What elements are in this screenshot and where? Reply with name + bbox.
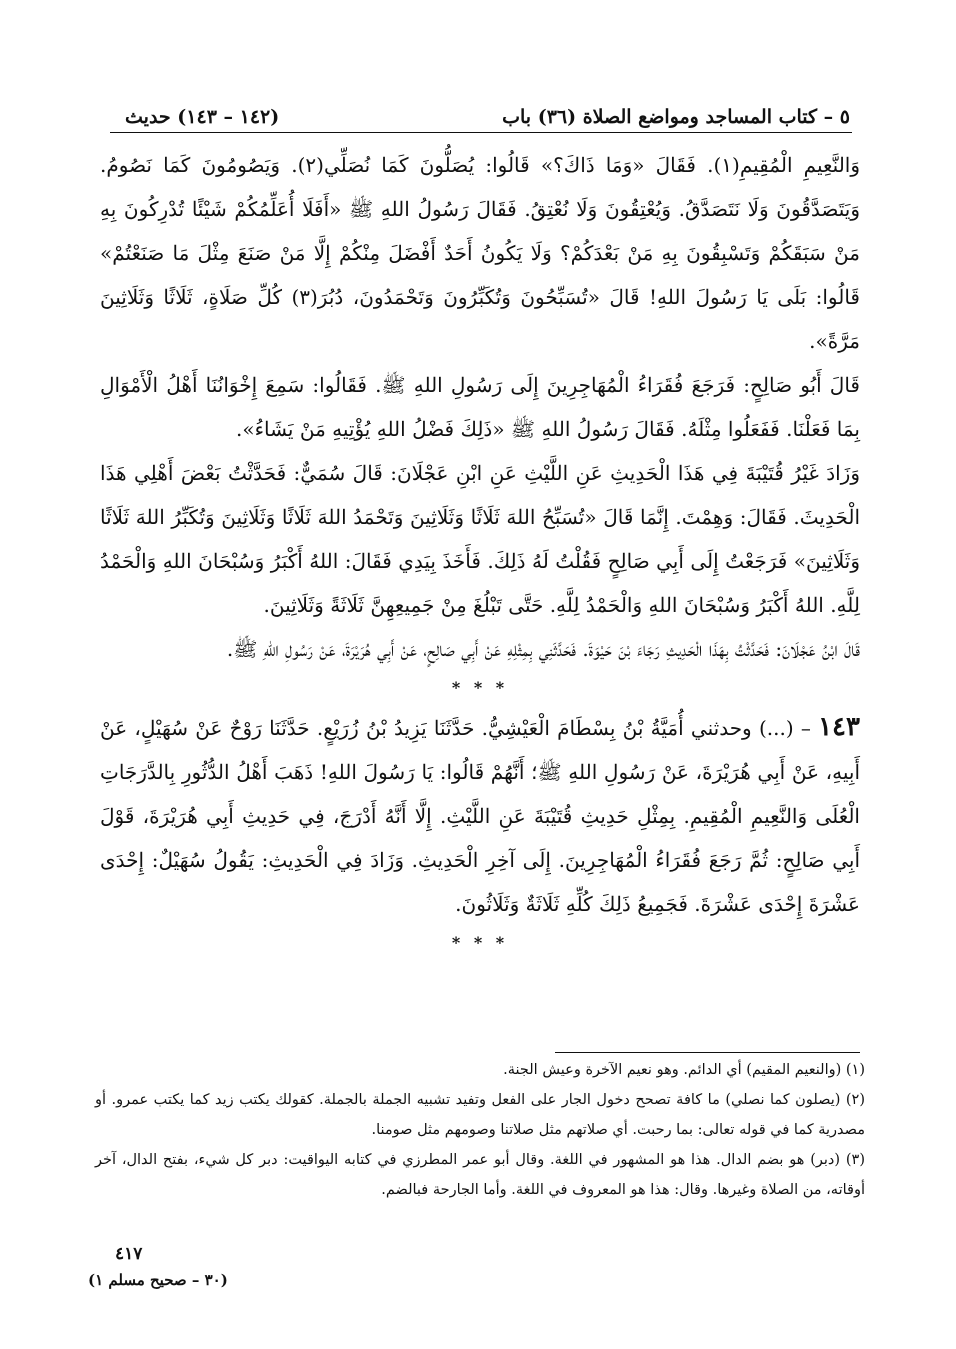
- hadith-number: ١٤٣: [818, 712, 860, 742]
- page-number: ٤١٧: [115, 1244, 143, 1264]
- main-text: [100, 143, 860, 960]
- page-header: [125, 92, 850, 128]
- section-separator: * * *: [451, 678, 509, 697]
- hadith-range: (١٤٢ – ١٤٣) حديث: [125, 106, 280, 128]
- chapter-title: ٥ – كتاب المساجد ومواضع الصلاة (٣٦) باب: [502, 106, 850, 128]
- footnote-1: (١) (والنعيم المقيم) أي الدائم. وهو نعيم الآخرة وعيش الجنة.: [503, 1062, 865, 1078]
- paragraph-2: قَالَ أَبُو صَالِحٍ: فَرَجَعَ فُقَرَاءُ الْمُهَاجِرِينَ إِلَى رَسُولِ اللهِ ﷺ. فَقَالُوا: سَمِعَ إِخْوَانُنَا أَهْلُ الْأَمْوَالِ بِمَا فَعَلْنَا. فَفَعَلُوا مِثْلَهُ. فَقَالَ رَسُولُ اللهِ ﷺ «ذَلِكَ فَضْلُ اللهِ يُؤْتِيهِ مَنْ يَشَاءُ».: [100, 373, 860, 441]
- printer-signature: (٣٠ – صحيح مسلم ١): [88, 1271, 228, 1289]
- header-rule: [110, 132, 852, 133]
- hadith-143-text: – (...) وحدثني أُمَيَّةُ بْنُ بِسْطَامَ الْعَيْشِيُّ. حَدَّثَنَا يَزِيدُ بْنُ زُرَيْعٍ. حَدَّثَنَا رَوْحٌ عَنْ سُهَيْلٍ، عَنْ أَبِيهِ، عَنْ أَبِي هُرَيْرَةَ، عَنْ رَسُولِ اللهِ ﷺ؛ أَنَّهُمْ قَالُوا: يَا رَسُولَ اللهِ! ذَهَبَ أَهْلُ الدُّثُورِ بِالدَّرَجَاتِ الْعُلَى وَالنَّعِيمِ الْمُقِيمِ. بِمِثْلِ حَدِيثِ قُتَيْبَةَ عَنِ اللَّيْثِ. إِلَّا أَنَّهُ أَدْرَجَ، فِي حَدِيثِ أَبِي هُرَيْرَةَ، قَوْلَ أَبِي صَالِحٍ: ثُمَّ رَجَعَ فُقَرَاءُ الْمُهَاجِرِينَ. إِلَى آخِرِ الْحَدِيثِ. وَزَادَ فِي الْحَدِيثِ: يَقُولُ سُهَيْلٌ: إِحْدَى عَشْرَةَ إِحْدَى عَشْرَةَ. فَجَمِيعُ ذَلِكَ كُلِّهِ ثَلَاثَةٌ وَثَلَاثُونَ.: [100, 716, 860, 916]
- paragraph-4: قَالَ ابْنُ عَجْلَانَ: فَحَدَّثْتُ بِهَذَا الْحَدِيثِ رَجَاءَ بْنَ حَيْوَةَ. فَحَدَّثَنِي بِمِثْلِهِ عَنْ أَبِي صَالِحٍ، عَنْ أَبِي هُرَيْرَةَ، عَنْ رَسُولِ اللهِ ﷺ.: [226, 637, 860, 661]
- footnote-3: (٣) (دبر) هو بضم الدال. هذا هو المشهور في اللغة. وقال أبو عمر المطرزي في كتابه اليواقيت: دبر كل شيء، بفتح الدال، آخر أوقاته، من الصلاة وغيرها. وقال: هذا هو المعروف في اللغة. وأما الجارحة فبالضم.: [95, 1152, 865, 1198]
- paragraph-1: وَالنَّعِيمِ الْمُقِيمِ(١). فَقَالَ «وَمَا ذَاكَ؟» قَالُوا: يُصَلُّونَ كَمَا نُصَلِّي(٢). وَيَصُومُونَ كَمَا نَصُومُ. وَيَتَصَدَّقُونَ وَلَا نَتَصَدَّقُ. وَيُعْتِقُونَ وَلَا نُعْتِقُ. فَقَالَ رَسُولُ اللهِ ﷺ «أَفَلَا أُعَلِّمُكُمْ شَيْئًا تُدْرِكُونَ بِهِ مَنْ سَبَقَكُمْ وَتَسْبِقُونَ بِهِ مَنْ بَعْدَكُمْ؟ وَلَا يَكُونُ أَحَدٌ أَفْضَلَ مِنْكُمْ إِلَّا مَنْ صَنَعَ مِثْلَ مَا صَنَعْتُمْ» قَالُوا: بَلَى يَا رَسُولَ اللهِ! قَالَ «تُسَبِّحُونَ وَتُكَبِّرُونَ وَتَحْمَدُونَ، دُبُرَ(٣) كُلِّ صَلَاةٍ، ثَلَاثًا وَثَلَاثِينَ مَرَّةً».: [100, 153, 860, 353]
- section-separator-end: * * *: [451, 933, 509, 952]
- footnote-rule: [555, 1052, 860, 1053]
- paragraph-hadith-143: [100, 705, 860, 926]
- footnote-2: (٢) (يصلون كما نصلي) ما كافة تصحح دخول الجار على الفعل وتفيد تشبيه الجملة بالجملة. كقولك يكتب زيد كما يكتب عمرو. أو مصدرية كما في قوله تعالى: بما رحبت. أي صلاتهم مثل صلاتنا وصومهم مثل صومنا.: [95, 1092, 865, 1138]
- paragraph-3: وَزَادَ غَيْرُ قُتَيْبَةَ فِي هَذَا الْحَدِيثِ عَنِ اللَّيْثِ عَنِ ابْنِ عَجْلَانَ: قَالَ سُمَيٌّ: فَحَدَّثْتُ بَعْضَ أَهْلِي هَذَا الْحَدِيثَ. فَقَالَ: وَهِمْتَ. إِنَّمَا قَالَ «تُسَبِّحُ اللهَ ثَلَاثًا وَثَلَاثِينَ وَتَحْمَدُ اللهَ ثَلَاثًا وَثَلَاثِينَ وَتُكَبِّرُ اللهَ ثَلَاثًا وَثَلَاثِينَ» فَرَجَعْتُ إِلَى أَبِي صَالِحٍ فَقُلْتُ لَهُ ذَلِكَ. فَأَخَذَ بِيَدِي فَقَالَ: اللهُ أَكْبَرُ وَسُبْحَانَ اللهِ وَالْحَمْدُ لِلَّهِ. اللهُ أَكْبَرُ وَسُبْحَانَ اللهِ وَالْحَمْدُ لِلَّهِ. حَتَّى تَبْلُغَ مِنْ جَمِيعِهِنَّ ثَلَاثَةً وَثَلَاثِينَ.: [100, 461, 860, 617]
- footnotes: [95, 1055, 865, 1205]
